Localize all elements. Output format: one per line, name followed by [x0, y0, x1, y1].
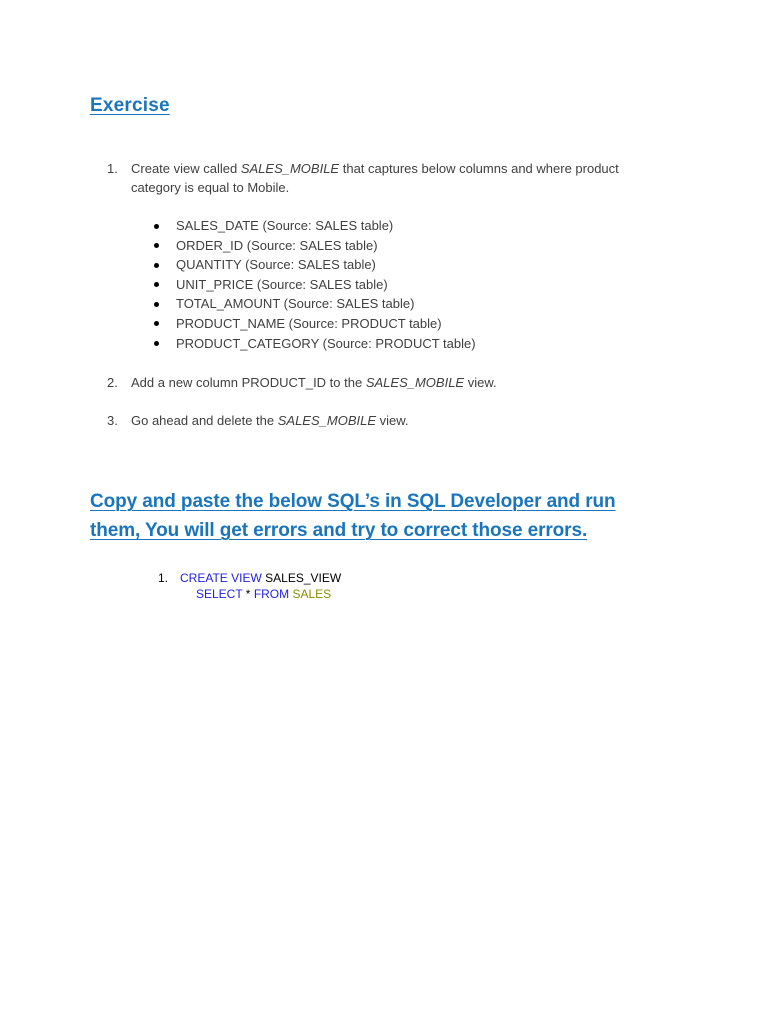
column-label: SALES_DATE (Source: SALES table) — [176, 218, 394, 233]
list-item — [154, 236, 476, 256]
bullet-icon — [154, 302, 159, 307]
list-item — [154, 255, 476, 275]
sql-keyword: FROM — [253, 587, 290, 601]
task-number: 3. — [107, 413, 118, 428]
column-label: ORDER_ID (Source: SALES table) — [176, 237, 378, 253]
task-text — [131, 159, 651, 197]
sql-table-name: SALES — [289, 587, 332, 601]
list-item — [154, 275, 476, 295]
column-label: QUANTITY (Source: SALES table) — [176, 257, 376, 273]
bullet-icon — [154, 321, 159, 326]
column-label: UNIT_PRICE (Source: SALES table) — [176, 276, 388, 292]
sql-line — [180, 570, 341, 586]
task-text-part: view. — [376, 413, 409, 428]
bullet-icon — [154, 263, 159, 268]
task-item — [107, 411, 652, 431]
list-item — [154, 334, 476, 354]
sql-identifier: SALES_VIEW — [261, 571, 342, 585]
task-number: 1. — [107, 161, 118, 176]
list-item — [154, 294, 476, 314]
task-text-part: Create view called — [131, 161, 241, 176]
view-name-italic: SALES_MOBILE — [365, 375, 465, 390]
task-item — [107, 373, 652, 393]
task-item — [107, 159, 652, 199]
sql-number: 1. — [158, 571, 169, 585]
task-text-part: Add a new column PRODUCT_ID to the — [131, 375, 366, 390]
task-number: 2. — [107, 375, 118, 390]
sql-keyword: CREATE VIEW — [180, 571, 262, 585]
column-list — [154, 216, 476, 353]
column-label: PRODUCT_CATEGORY (Source: PRODUCT table) — [176, 335, 476, 351]
bullet-icon — [154, 224, 159, 229]
task-text — [131, 373, 651, 392]
sql-operator: * — [242, 587, 254, 601]
bullet-icon — [154, 341, 159, 346]
task-text — [131, 411, 651, 430]
bullet-icon — [154, 282, 159, 287]
column-label: TOTAL_AMOUNT (Source: SALES table) — [176, 296, 415, 312]
sql-line — [196, 586, 331, 602]
column-label: PRODUCT_NAME (Source: PRODUCT table) — [176, 315, 442, 331]
task-text-part: that captures below columns and where product category is equal to Mobile. — [131, 161, 619, 195]
list-item — [154, 216, 476, 236]
exercise-heading: Exercise — [90, 95, 170, 116]
task-text-part: Go ahead and delete the — [131, 413, 278, 428]
view-name-italic: SALES_MOBILE — [240, 161, 340, 176]
list-item — [154, 314, 476, 334]
view-name-italic: SALES_MOBILE — [277, 413, 377, 428]
copy-paste-heading: Copy and paste the below SQL’s in SQL Developer and run them, You will get errors and try to correct those errors. — [90, 491, 616, 541]
bullet-icon — [154, 243, 159, 248]
task-text-part: view. — [464, 375, 497, 390]
sql-keyword: SELECT — [196, 587, 243, 601]
